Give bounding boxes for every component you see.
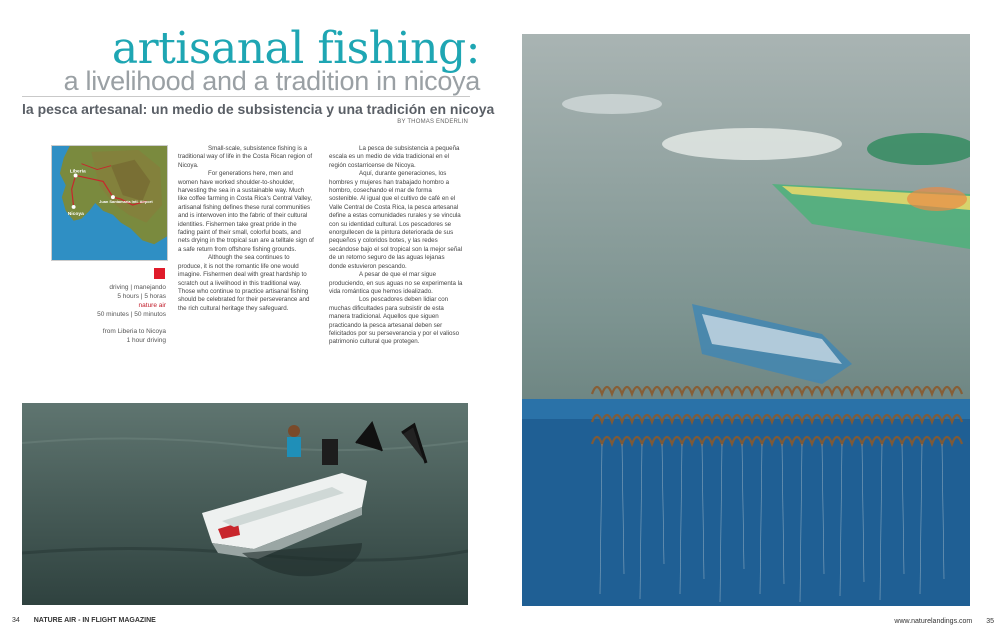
article-column-english <box>178 145 314 313</box>
paragraph-es-2: Aquí, durante generaciones, los hombres y mujeres han trabajado hombro a hombro, cosechando el mar de forma sostenible. Al igual que el cultivo de café en el Valle Central de Costa Rica, la pesca artesanal define a estas comunidades rurales y se vincula con su identidad cultural. Los pescadores se enorgullecen de la pintura deteriorada de sus pequeños y coloridos botes, y las redes secándose bajo el sol tropical son la mejor señal de un retorno seguro de las aguas lejanas donde estuvieron pescando. <box>329 170 463 270</box>
fishing-boat-photo <box>22 403 468 605</box>
byline: BY THOMAS ENDERLIN <box>397 119 468 125</box>
paragraph-en-1: Small-scale, subsistence fishing is a traditional way of life in the Costa Rican region of Nicoya. <box>178 145 313 169</box>
title-divider <box>22 96 470 97</box>
driving-time-line: 5 hours | 5 horas <box>117 293 166 300</box>
paragraph-es-1: La pesca de subsistencia a pequeña escala es un medio de vida tradicional en el región costarricense de Nicoya. <box>329 145 460 169</box>
article-title: artisanal fishing: <box>111 23 480 74</box>
right-page <box>504 0 1008 637</box>
website-link[interactable]: www.naturelandings.com <box>894 618 973 625</box>
driving-line: driving | manejando <box>109 284 166 291</box>
map-label-nicoya: Nicoya <box>67 211 84 217</box>
article-title-spanish: la pesca artesanal: un medio de subsistencia y una tradición en nicoya <box>22 101 495 117</box>
from-line: from Liberia to Nicoya <box>102 328 166 335</box>
article-column-spanish <box>329 145 463 347</box>
footer-right <box>894 618 994 625</box>
driving-label: driving <box>109 284 129 291</box>
nicoya-map <box>51 145 168 261</box>
paragraph-en-2: For generations here, men and women have worked shoulder-to-shoulder, harvesting the sea in a sustainable way. Much like coffee farming in Costa Rica's Central Valley, artisanal fishing defines these rural communities and is interwoven into the fabric of their cultural identities. Fishermen take great pride in the fading paint of their small, colorful boats, and nets drying in the tropical sun are a telltale sign of a safe return from offshore fishing grounds. <box>178 170 314 253</box>
magazine-name: NATURE AIR - IN FLIGHT MAGAZINE <box>33 617 156 624</box>
map-label-airport: Juan Santamaría Intl. Airport <box>99 199 153 204</box>
page-number-right: 35 <box>986 618 994 625</box>
driving-time: 5 hours <box>117 293 139 300</box>
page-number-left: 34 <box>12 617 20 624</box>
paragraph-es-4: Los pescadores deben lidiar con muchas dificultades para subsistir de esta manera tradicional. Aquellos que siguen practicando la pesca artesanal deben ser felicitados por su perseverancia y por el valioso patrimonio cultural que protegen. <box>329 296 460 346</box>
from-time: 1 hour driving <box>126 337 166 344</box>
paragraph-es-3: A pesar de que el mar sigue produciendo, en sus aguas no se experimenta la vida romántica que hemos idealizado. <box>329 271 463 295</box>
travel-info <box>40 283 166 345</box>
article-subtitle: a livelihood and a tradition in nicoya <box>63 66 480 96</box>
air-label: nature air <box>138 302 166 309</box>
driving-time-es: 5 horas <box>144 293 166 300</box>
driving-label-es: manejando <box>133 284 166 291</box>
footer-left <box>12 617 156 624</box>
paragraph-en-3: Although the sea continues to produce, it is not the romantic life one would imagine. Fishermen deal with great hardship to scratch out a livelihood in this traditional way. Those who continue to practice artisanal fishing should be celebrated for their perseverance and the rich cultural heritage they safeguard. <box>178 254 310 312</box>
air-time-line: 50 minutes | 50 minutos <box>97 311 166 318</box>
hooks-boat-photo <box>522 34 970 606</box>
air-time-es: 50 minutos <box>134 311 166 318</box>
map-label-liberia: Liberia <box>69 169 86 175</box>
air-time: 50 minutes <box>97 311 129 318</box>
nature-air-marker-icon <box>154 268 165 279</box>
